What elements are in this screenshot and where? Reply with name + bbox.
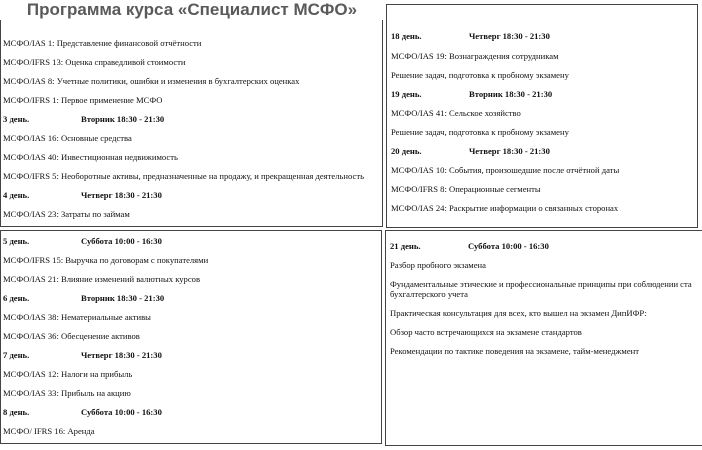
schedule-panel-1 bbox=[0, 5, 383, 227]
day-number: 8 день. bbox=[3, 407, 30, 417]
day-number: 7 день. bbox=[3, 350, 30, 360]
day-time: Вторник 18:30 - 21:30 bbox=[81, 114, 165, 124]
day-heading bbox=[3, 236, 162, 247]
day-time: Четверг 18:30 - 21:30 bbox=[81, 350, 162, 360]
day-time: Четверг 18:30 - 21:30 bbox=[81, 190, 162, 200]
topic-item: МСФО/IAS 24: Раскрытие информации о связанных сторонах bbox=[391, 203, 619, 213]
day-heading bbox=[390, 241, 549, 252]
schedule-panel-3 bbox=[0, 230, 382, 444]
day-number: 19 день. bbox=[391, 89, 422, 99]
topic-item: МСФО/IAS 38: Нематериальные активы bbox=[3, 312, 151, 322]
day-heading bbox=[391, 146, 550, 157]
day-time: Суббота 10:00 - 16:30 bbox=[468, 241, 549, 251]
topic-item: МСФО/IAS 36: Обесценение активов bbox=[3, 331, 140, 341]
topic-item: МСФО/IFRS 15: Выручка по договорам с покупателями bbox=[3, 255, 209, 265]
topic-item: МСФО/IAS 10: События, произошедшие после отчётной даты bbox=[391, 165, 620, 175]
day-time: Вторник 18:30 - 21:30 bbox=[469, 89, 553, 99]
day-number: 3 день. bbox=[3, 114, 30, 124]
day-heading bbox=[3, 293, 164, 304]
topic-item: Решение задач, подготовка к пробному экзамену bbox=[391, 70, 569, 80]
day-heading bbox=[391, 89, 552, 100]
day-heading bbox=[3, 350, 162, 361]
topic-item: Обзор часто встречающихся на экзамене стандартов bbox=[390, 327, 582, 337]
topic-item: МСФО/IFRS 1: Первое применение МСФО bbox=[3, 95, 163, 105]
day-number: 5 день. bbox=[3, 236, 30, 246]
day-time: Четверг 18:30 - 21:30 bbox=[469, 146, 550, 156]
day-time: Четверг 18:30 - 21:30 bbox=[469, 31, 550, 41]
topic-item: МСФО/IAS 8: Учетные политики, ошибки и изменения в бухгалтерских оценках bbox=[3, 76, 300, 86]
schedule-panel-2 bbox=[386, 4, 698, 228]
topic-item: МСФО/IFRS 13: Оценка справедливой стоимости bbox=[3, 57, 186, 67]
topic-item: МСФО/IAS 21: Влияние изменений валютных курсов bbox=[3, 274, 201, 284]
topic-item: Фундаментальные этические и профессиональные принципы при соблюдении ста бухгалтерского учета bbox=[390, 279, 692, 299]
topic-item: МСФО/IAS 40: Инвестиционная недвижимость bbox=[3, 152, 178, 162]
topic-item: МСФО/IAS 12: Налоги на прибыль bbox=[3, 369, 133, 379]
day-heading bbox=[3, 407, 162, 418]
day-number: 21 день. bbox=[390, 241, 421, 251]
day-heading bbox=[3, 114, 164, 125]
day-number: 6 день. bbox=[3, 293, 30, 303]
topic-item: Разбор пробного экзамена bbox=[390, 260, 486, 270]
day-number: 18 день. bbox=[391, 31, 422, 41]
day-number: 4 день. bbox=[3, 190, 30, 200]
topic-item: Рекомендации по тактике поведения на экзамене, тайм-менеджмент bbox=[390, 346, 640, 356]
day-time: Суббота 10:00 - 16:30 bbox=[81, 407, 162, 417]
page-title: Программа курса «Специалист МСФО» bbox=[0, 0, 384, 20]
topic-item: МСФО/IAS 33: Прибыль на акцию bbox=[3, 388, 131, 398]
day-time: Суббота 10:00 - 16:30 bbox=[81, 236, 162, 246]
topic-item: МСФО/IAS 23: Затраты по займам bbox=[3, 209, 130, 219]
day-time: Вторник 18:30 - 21:30 bbox=[81, 293, 165, 303]
topic-item: МСФО/IAS 1: Представление финансовой отчётности bbox=[3, 38, 202, 48]
day-heading bbox=[3, 190, 162, 201]
topic-item: МСФО/IFRS 5: Необоротные активы, предназначенные на продажу, и прекращенная деятельность bbox=[3, 171, 364, 181]
topic-item: Практическая консультация для всех, кто вышел на экзамен ДипИФР: bbox=[390, 308, 647, 318]
topic-item: МСФО/IAS 41: Сельское хозяйство bbox=[391, 108, 521, 118]
topic-item: МСФО/IAS 16: Основные средства bbox=[3, 133, 132, 143]
schedule-panel-4 bbox=[385, 230, 702, 446]
topic-item: МСФО/ IFRS 16: Аренда bbox=[3, 426, 95, 436]
topic-item: МСФО/IAS 19: Вознаграждения сотрудникам bbox=[391, 51, 559, 61]
day-heading bbox=[391, 31, 550, 42]
topic-item: МСФО/IFRS 8: Операционные сегменты bbox=[391, 184, 541, 194]
topic-item: Решение задач, подготовка к пробному экзамену bbox=[391, 127, 569, 137]
day-number: 20 день. bbox=[391, 146, 422, 156]
